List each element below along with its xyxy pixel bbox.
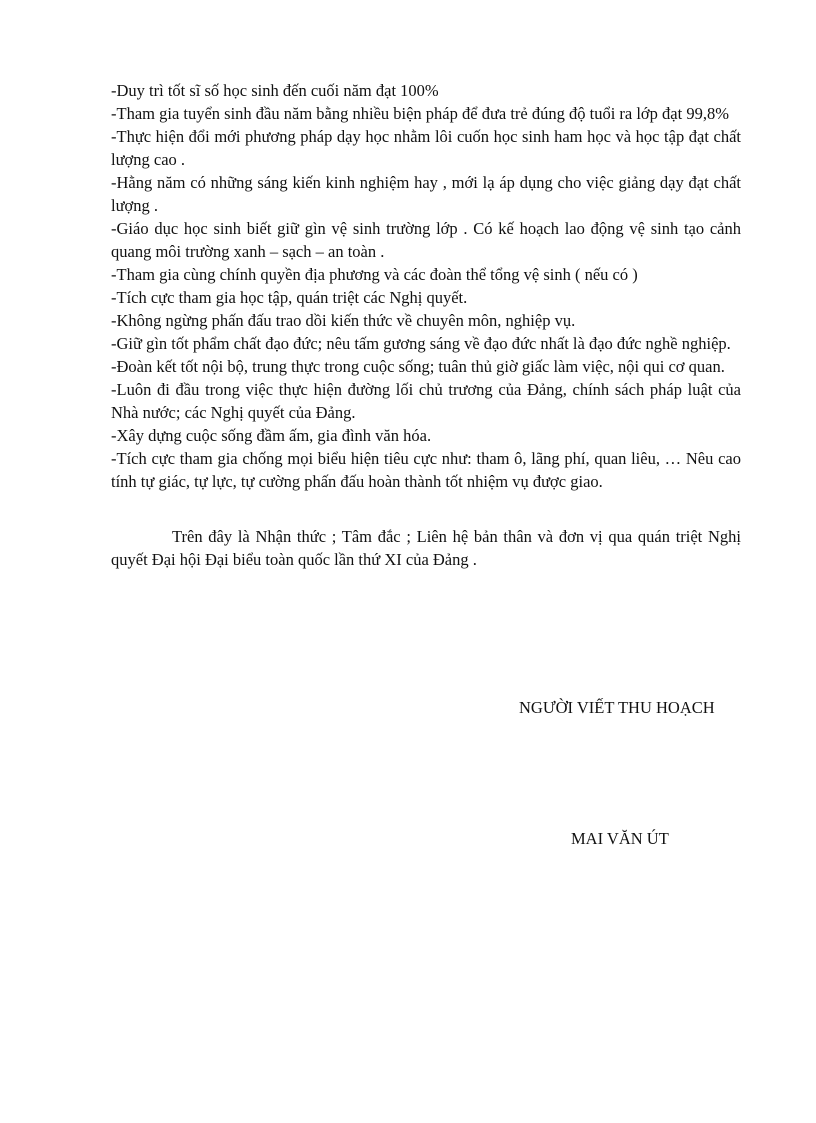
list-item: -Đoàn kết tốt nội bộ, trung thực trong cuộc sống; tuân thủ giờ giấc làm việc, nội qui cơ quan. bbox=[111, 357, 725, 376]
list-item: -Giáo dục học sinh biết giữ gìn vệ sinh trường lớp . Có kế hoạch lao động vệ sinh tạo cảnh quang môi trường xanh – sạch – an toàn . bbox=[111, 219, 741, 261]
list-item: -Thực hiện đổi mới phương pháp dạy học nhằm lôi cuốn học sinh ham học và học tập đạt chất lượng cao . bbox=[111, 127, 741, 169]
list-item: -Duy trì tốt sĩ số học sinh đến cuối năm đạt 100% bbox=[111, 81, 439, 100]
list-item: -Tham gia cùng chính quyền địa phương và các đoàn thể tổng vệ sinh ( nếu có ) bbox=[111, 265, 638, 284]
list-item: -Hằng năm có những sáng kiến kinh nghiệm hay , mới lạ áp dụng cho việc giảng dạy đạt chất lượng . bbox=[111, 173, 741, 215]
list-item: -Tích cực tham gia chống mọi biểu hiện tiêu cực như: tham ô, lãng phí, quan liêu, … Nêu cao tính tự giác, tự lực, tự cường phấn đấu hoàn thành tốt nhiệm vụ được giao. bbox=[111, 449, 741, 491]
list-item: -Không ngừng phấn đấu trao dồi kiến thức về chuyên môn, nghiệp vụ. bbox=[111, 311, 576, 330]
list-item: -Tích cực tham gia học tập, quán triệt các Nghị quyết. bbox=[111, 288, 468, 307]
list-item: -Tham gia tuyển sinh đầu năm bằng nhiều biện pháp để đưa trẻ đúng độ tuổi ra lớp đạt 99,8% bbox=[111, 104, 729, 123]
signer-title: NGƯỜI VIẾT THU HOẠCH bbox=[519, 698, 715, 717]
closing-paragraph: Trên đây là Nhận thức ; Tâm đắc ; Liên hệ bản thân và đơn vị qua quán triệt Nghị quyết Đại hội Đại biểu toàn quốc lần thứ XI của Đảng . bbox=[111, 527, 741, 569]
document-body bbox=[111, 79, 741, 588]
signer-name: MAI VĂN ÚT bbox=[571, 829, 669, 848]
list-item: -Luôn đi đầu trong việc thực hiện đường lối chủ trương của Đảng, chính sách pháp luật của Nhà nước; các Nghị quyết của Đảng. bbox=[111, 380, 741, 422]
list-item: -Giữ gìn tốt phẩm chất đạo đức; nêu tấm gương sáng về đạo đức nhất là đạo đức nghề nghiệp. bbox=[111, 334, 731, 353]
list-item: -Xây dựng cuộc sống đầm ấm, gia đình văn hóa. bbox=[111, 426, 432, 445]
